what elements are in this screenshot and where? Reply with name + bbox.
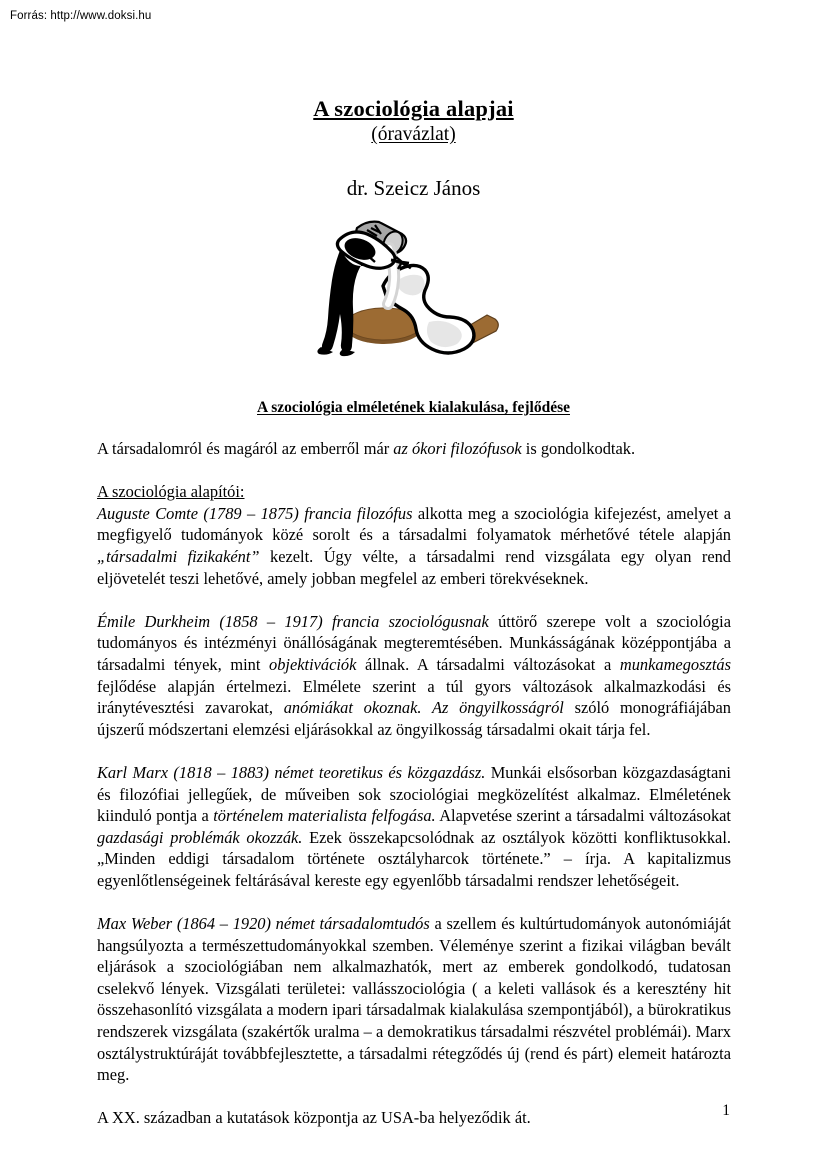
durkheim-text-2: állnak. A társadalmi változásokat a bbox=[356, 654, 620, 674]
intro-text-before: A társadalomról és magáról az emberről már bbox=[97, 439, 394, 458]
durkheim-italic-3: munkamegosztás bbox=[619, 654, 731, 674]
weber-name-italic: Max Weber (1864 – 1920) német társadalomtudós bbox=[97, 914, 430, 934]
page-title: A szociológia alapjai bbox=[313, 96, 514, 121]
marx-text-2: Alapvetése szerint a társadalmi változásokat bbox=[435, 806, 731, 826]
durkheim-text-3: fejlődése alapján értelmezi. Elmélete szerint a túl gyors változások alkalmazkodási és iránytévesztési zavarokat, bbox=[97, 676, 731, 718]
paragraph-durkheim bbox=[97, 611, 731, 741]
section-heading: A szociológia elméletének kialakulása, fejlődése bbox=[257, 399, 570, 416]
paragraph-intro bbox=[97, 438, 731, 460]
source-url-header: Forrás: http://www.doksi.hu bbox=[10, 10, 152, 22]
comte-italic-2: „társadalmi fizikaként” bbox=[97, 546, 260, 566]
paragraph-weber bbox=[97, 913, 731, 1086]
author-name: dr. Szeicz János bbox=[346, 176, 481, 200]
paragraph-comte bbox=[97, 503, 731, 589]
marx-name-italic: Karl Marx (1818 – 1883) német teoretikus és közgazdász. bbox=[97, 762, 486, 782]
closing-text: A XX. században a kutatások központja az USA-ba helyeződik át. bbox=[97, 1108, 531, 1128]
durkheim-text-1: úttörő szerepe volt a szociológia tudományos és intézményi önállóságának megteremtésében. Munkásságának középpontjába a társadalmi tények, mint bbox=[97, 611, 731, 674]
marx-text-1: Munkái elsősorban közgazdaságtani és filozófiai jellegűek, de műveiben sok szociológiai megközelítést alkalmaz. Elméletének kiinduló pontja a bbox=[97, 762, 731, 826]
durkheim-name-italic: Émile Durkheim (1858 – 1917) francia szociológusnak bbox=[97, 611, 489, 631]
founders-label-text: A szociológia alapítói: bbox=[97, 482, 245, 502]
durkheim-italic-4: anómiákat okoznak. Az öngyilkosságról bbox=[283, 698, 564, 718]
comte-text-1: alkotta meg a szociológia kifejezést, amelyet a megfigyelő tudományok közé sorolt és a társadalmi folyamatok mérhetővé tétele alapján bbox=[97, 503, 731, 545]
title-block bbox=[97, 96, 730, 147]
durkheim-text-4: szóló monográfiájában újszerű módszertani elemzési eljárásokkal az öngyilkosság társadalmi okait tárja fel. bbox=[97, 698, 731, 739]
comte-text-2: kezelt. Úgy vélte, a társadalmi rend vizsgálata egy olyan rend eljövetelét teszi lehetővé, amely jobban megfelel az emberi törekvéseknek. bbox=[97, 546, 731, 588]
marx-italic-2: történelem materialista felfogása. bbox=[213, 806, 436, 826]
paragraph-marx bbox=[97, 762, 731, 892]
marx-italic-3: gazdasági problémák okozzák. bbox=[97, 827, 303, 847]
intro-text-after: is gondolkodtak. bbox=[521, 439, 636, 458]
cooking-figure-illustration bbox=[305, 218, 520, 373]
intro-italic: az ókori filozófusok bbox=[393, 439, 522, 458]
page-subtitle: (óravázlat) bbox=[371, 124, 456, 145]
founders-label bbox=[97, 481, 731, 503]
comte-name-italic: Auguste Comte (1789 – 1875) francia filozófus bbox=[97, 503, 413, 523]
durkheim-italic-2: objektivációk bbox=[269, 654, 357, 674]
weber-text-1: a szellem és kultúrtudományok autonómiáját hangsúlyozta a természettudományokkal szemben. Véleménye szerint a fizikai világban bevált eljárások a szociológiában nem alkalmazhatók, mert az emberek gondolkodó, tudatosan cselekvő lények. Vizsgálati területei: vallásszociológia ( a keleti vallások és a keresztény hit összehasonlító vizsgálata a modern ipari társadalmak kialakulása szempontjából), a bürokratikus rendszerek vizsgálata (szakértők uralma – a demokratikus társadalmi részvétel problémái). Marx osztálystruktúráját továbbfejlesztette, a társadalmi rétegződés új (rend és párt) elemeit határozta meg. bbox=[97, 914, 731, 1085]
marx-text-3: Ezek összekapcsolódnak az osztályok közötti konfliktusokkal. „Minden eddigi társadalom története osztályharcok története.” – írja. A kapitalizmus egyenlőtlenségeinek feltárásával kereste egy egyenlőbb társadalmi rendszer lehetőségeit. bbox=[97, 827, 731, 890]
body-text-area bbox=[97, 438, 731, 1129]
page-number: 1 bbox=[722, 1102, 730, 1119]
